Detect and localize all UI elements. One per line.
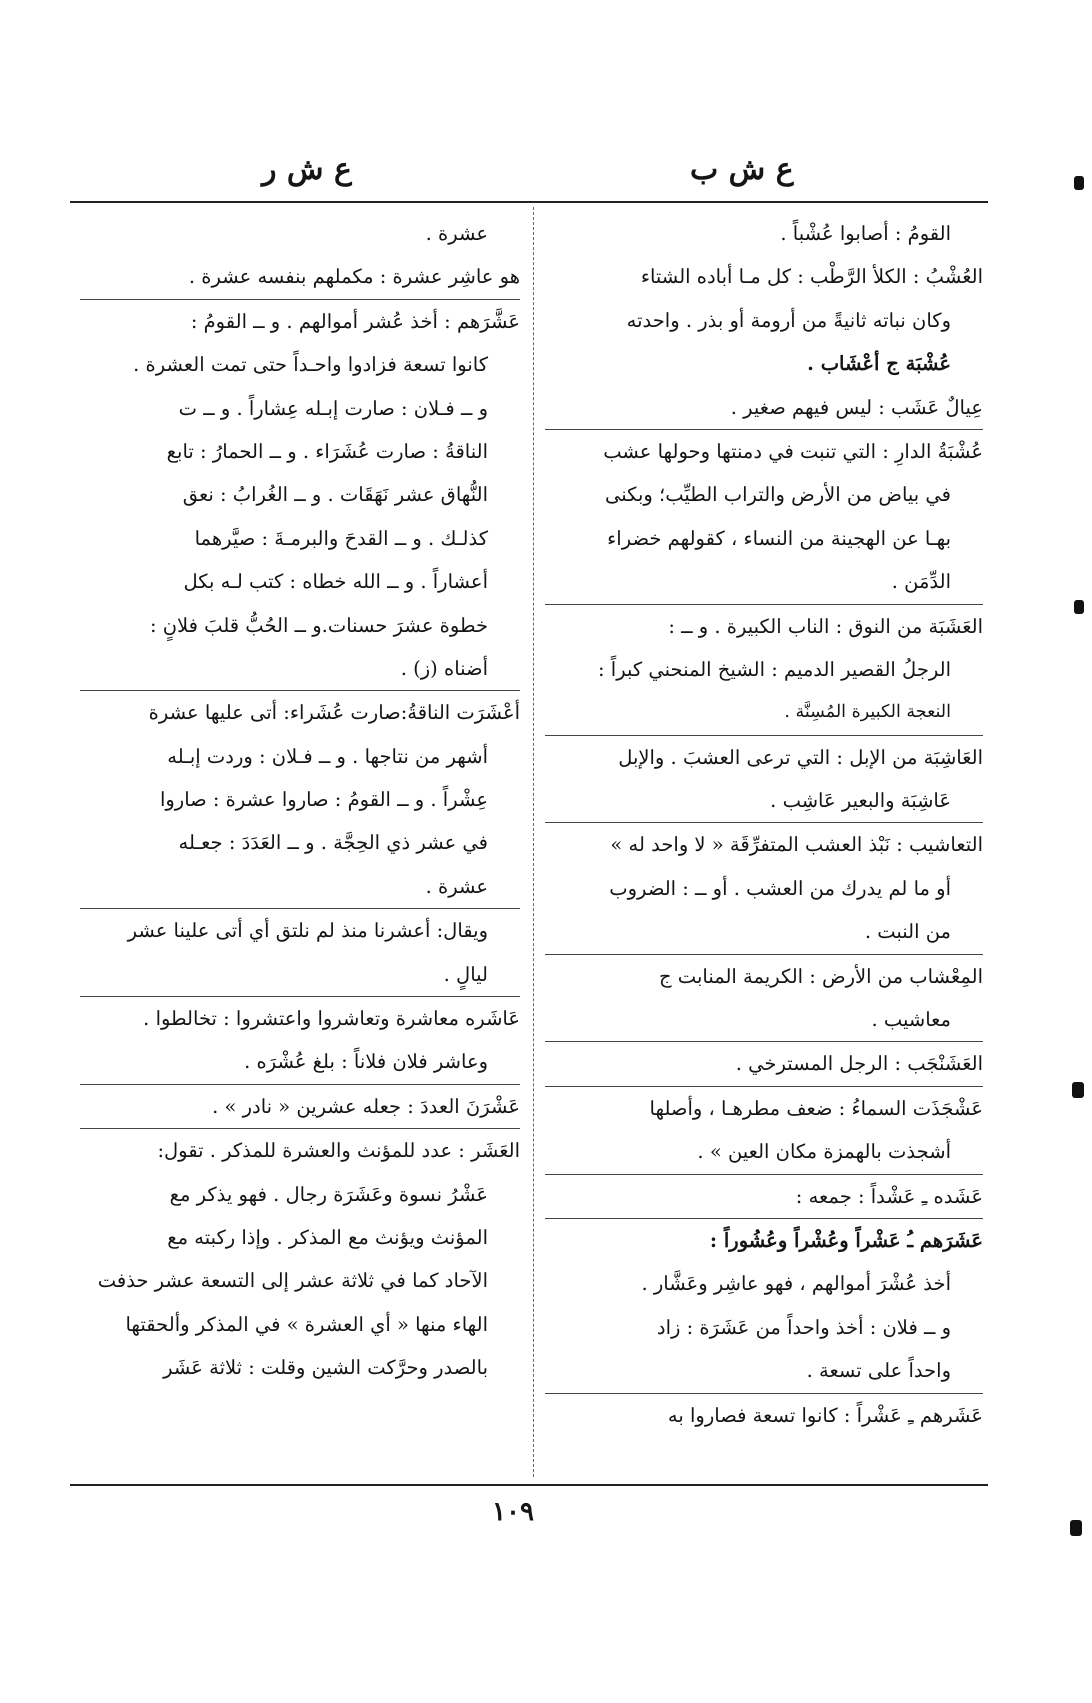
text-line: و ــ فلان : أخذ واحداً من عَشَرَة : زاد <box>656 1315 951 1339</box>
text-line: كانوا تسعة فزادوا واحـداً حتى تمت العشرة . <box>133 353 488 377</box>
scan-mark <box>1072 1082 1084 1098</box>
text-line: عَشَرَهم ـُ عَشْراً وعُشْراً وعُشُوراً : <box>709 1228 983 1252</box>
text-line: عَاشَره معاشرة وتعاشروا واعتشروا : تخالطوا . <box>143 1007 520 1031</box>
text-line: واحداً على تسعة . <box>545 1349 983 1393</box>
text-line: الهاء منها « أي العشرة » في المذكر وألحقتها <box>125 1312 488 1336</box>
header-rule <box>70 201 988 203</box>
text-line: العَاشِبَة من الإبل : التي ترعى العشبَ . والإبل <box>618 745 983 769</box>
text-line: العَشَنْجَب : الرجل المسترخي . <box>545 1042 983 1086</box>
text-line: عِشْراً . و ــ القومُ : صاروا عشرة : صاروا <box>159 788 488 812</box>
text-line: النعجة الكبيرة المُسِنَّة . <box>545 691 983 735</box>
text-line: عَاشِبَة والبعير عَاشِب . <box>545 779 983 823</box>
text-line: أشجذت بالهمزة مكان العين » . <box>545 1130 983 1174</box>
text-line: النُّهاق عشر نَهَقَات . و ــ الغُرابُ : نعق <box>182 483 488 507</box>
text-line: الدِّمَن . <box>545 560 983 604</box>
text-line: أشهر من نتاجها . و ــ فـلان : وردت إبـله <box>167 744 488 768</box>
text-line: عُشْبَة ج أعْشَاب . <box>807 352 951 376</box>
text-line: وكان نباته ثانيةً من أرومة أو بذر . واحدته <box>626 308 951 332</box>
scan-mark <box>1074 600 1084 614</box>
text-line: عُشْبَةُ الدارِ : التي تنبت في دمنتها وحولها عشب <box>603 439 983 463</box>
text-line: المؤنث ويؤنث مع المذكر . وإذا ركبته مع <box>167 1225 488 1249</box>
text-line: الرجلُ القصير الدميم : الشيخ المنحني كبراً : <box>598 657 951 681</box>
text-line: معاشيب . <box>545 998 983 1042</box>
left-column <box>80 212 520 1390</box>
column-divider <box>533 207 534 1477</box>
text-line: بهـا عن الهجينة من النساء ، كقولهم خضراء <box>607 526 951 550</box>
text-line: خطوة عشرَ حسنات.و ــ الحُبُّ قلبَ فلانٍ : <box>149 613 488 637</box>
text-line: هو عاشِر عشرة : مكملهم بنفسه عشرة . <box>80 255 520 299</box>
text-line: أعْشَرَت الناقةُ:صارت عُشَراء: أتى عليها عشرة <box>148 701 520 725</box>
text-line: عَشْرُ نسوة وعَشَرَة رجال . فهو يذكر مع <box>169 1182 488 1206</box>
text-line: عَشْجَذَت السماءُ : ضعف مطرهـا ، وأصلها <box>649 1096 983 1120</box>
text-line: العَشَبَة من النوق : الناب الكبيرة . و ــ : <box>668 614 983 638</box>
text-line: العُشْبُ : الكلأ الرَّطْب : كل مـا أباده الشتاء <box>640 265 983 289</box>
scan-mark <box>1070 1520 1082 1536</box>
text-line: عَشْرَنَ العددَ : جعله عشرين « نادر » . <box>80 1085 520 1129</box>
text-line: عِيالٌ عَشَب : ليس فيهم صغير . <box>545 386 983 430</box>
text-line: أعشاراً . و ــ الله خطاه : كتب لـه بكل <box>183 570 488 594</box>
text-line: أو ما لم يدرك من العشب . أو ــ : الضروب <box>609 876 951 900</box>
text-line: العَشَر : عدد للمؤنث والعشرة للمذكر . تقول: <box>157 1139 520 1163</box>
text-line: عشرة . <box>425 222 488 245</box>
scan-mark <box>1074 176 1084 190</box>
text-line: و ــ فـلان : صارت إبـله عِشاراً . و ــ ت <box>178 396 488 420</box>
text-line: عَشَّرَهم : أخذ عُشر أموالهم . و ــ القومُ : <box>190 309 520 333</box>
page-number: ١٠٩ <box>492 1497 534 1527</box>
text-line: ويقال: أعشرنا منذ لم نلتق أي أتى علينا عشر <box>127 919 488 943</box>
text-line: من النبت . <box>545 910 983 954</box>
text-line: عَشَده ـِ عَشْداً : جمعه : <box>545 1175 983 1219</box>
text-line: الناقةُ : صارت عُشَرَاء . و ــ الحمارُ : تابع <box>166 439 488 463</box>
text-line: عشرة . <box>80 865 520 909</box>
text-line: في عشر ذي الحِجَّة . و ــ العَدَدَ : جعـله <box>178 831 488 855</box>
text-line: ليالٍ . <box>80 953 520 997</box>
text-line: الآحاد كما في ثلاثة عشر إلى التسعة عشر حذفت <box>97 1269 488 1293</box>
text-line: وعاشر فلان فلاناً : بلغ عُشْرَه . <box>80 1040 520 1084</box>
footer-rule <box>70 1484 988 1486</box>
text-line: التعاشيب : نَبْذ العشب المتفرِّقَة « لا واحد له » <box>610 833 983 857</box>
text-line: القومُ : أصابوا عُشْباً . <box>780 222 951 245</box>
right-column <box>545 212 983 1437</box>
running-header-left: ع ش ر <box>262 152 352 187</box>
text-line: عَشَرهم ـِ عَشْراً : كانوا تسعة فصاروا به <box>667 1403 983 1427</box>
text-line: المِعْشاب من الأرض : الكريمة المنابت ج <box>659 964 983 988</box>
text-line: في بياض من الأرض والتراب الطيِّب؛ وبكنى <box>605 483 951 507</box>
text-line: بالصدر وحرَّكت الشين وقلت : ثلاثة عَشَر <box>163 1356 488 1380</box>
text-line: أخذ عُشْرَ أموالهم ، فهو عاشِر وعَشَّار . <box>641 1272 951 1296</box>
text-line: أضناه (ز) . <box>80 647 520 691</box>
text-line: كذلـك . و ــ القدحَ والبرمـةَ : صيَّرهما <box>194 526 488 550</box>
running-header-right: ع ش ب <box>690 152 794 187</box>
